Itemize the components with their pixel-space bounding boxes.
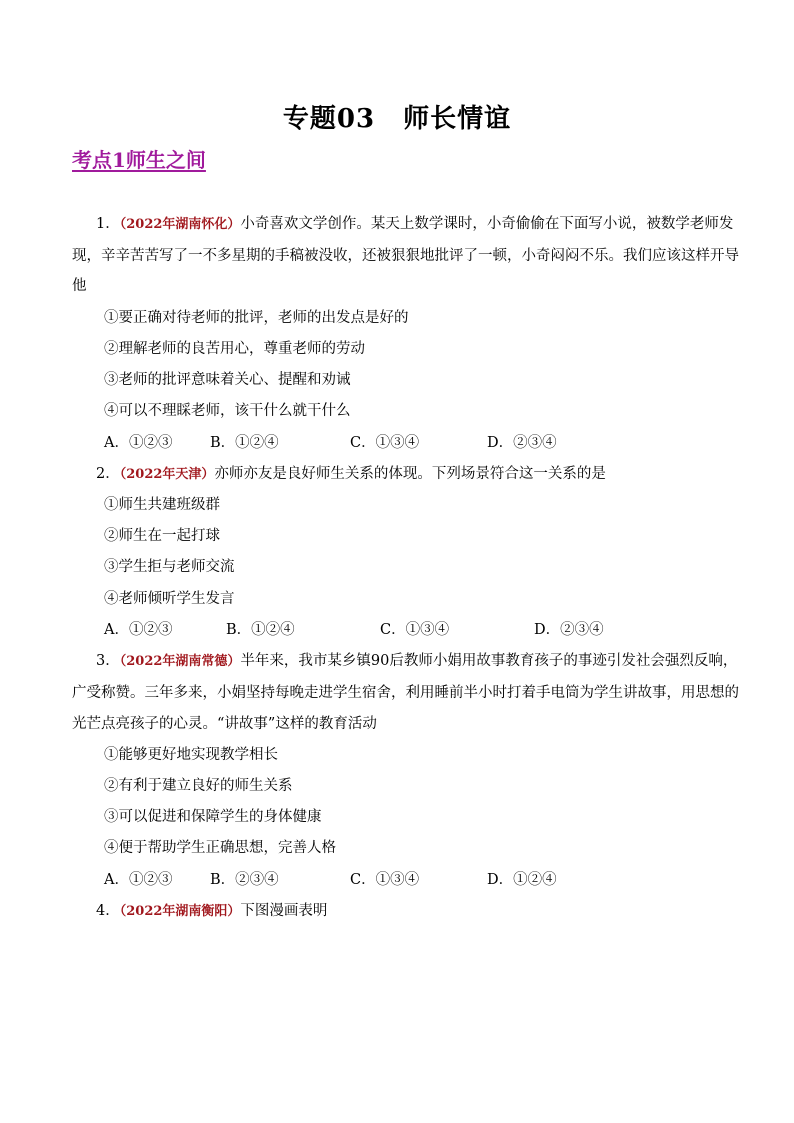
choice-b: B．①②④	[210, 435, 279, 451]
choice-b: B．②③④	[210, 872, 279, 888]
question-number: 3．	[96, 653, 120, 669]
option-item: ①要正确对待老师的批评，老师的出发点是好的	[104, 310, 409, 326]
question-number: 2．	[96, 466, 120, 482]
answer-choices	[104, 618, 704, 638]
question-stem: 亦师亦友是良好师生关系的体现。下列场景符合这一关系的是	[214, 466, 606, 482]
choice-d: D．②③④	[534, 622, 604, 638]
option-item: ④老师倾听学生发言	[104, 591, 235, 607]
question-3-line-1	[96, 649, 737, 670]
option-item: ③学生拒与老师交流	[104, 559, 235, 575]
question-source: （2022年湖南衡阳）	[119, 904, 241, 919]
title-main: 专题03	[282, 104, 376, 134]
question-stem: 下图漫画表明	[240, 903, 328, 919]
option-item: ①师生共建班级群	[104, 497, 220, 513]
question-1-line-3: 他	[72, 278, 87, 294]
option-item: ③老师的批评意味着关心、提醒和劝诫	[104, 372, 351, 388]
question-3-line-3: 光芒点亮孩子的心灵。“讲故事”这样的教育活动	[72, 716, 377, 732]
question-number: 4．	[96, 903, 120, 919]
option-item: ②有利于建立良好的师生关系	[104, 778, 293, 794]
option-item: ②理解老师的良苦用心，尊重老师的劳动	[104, 341, 365, 357]
option-item: ③可以促进和保障学生的身体健康	[104, 809, 322, 825]
question-source: （2022年天津）	[119, 467, 215, 482]
section-heading: 考点1师生之间	[72, 148, 206, 172]
question-2-line-1	[96, 462, 606, 483]
question-source: （2022年湖南怀化）	[119, 217, 241, 232]
question-number: 1．	[96, 216, 120, 232]
choice-a: A．①②③	[104, 622, 173, 638]
choice-b: B．①②④	[226, 622, 295, 638]
option-item: ②师生在一起打球	[104, 528, 220, 544]
choice-a: A．①②③	[104, 435, 173, 451]
question-4-line-1	[96, 899, 327, 920]
question-stem: 半年来，我市某乡镇90后教师小娟用故事教育孩子的事迹引发社会强烈反响，	[240, 653, 738, 669]
answer-choices	[104, 868, 704, 888]
title-sub: 师长情谊	[403, 104, 512, 134]
option-item: ④可以不理睬老师，该干什么就干什么	[104, 403, 351, 419]
answer-choices	[104, 431, 704, 451]
option-item: ④便于帮助学生正确思想，完善人格	[104, 840, 336, 856]
choice-c: C．①③④	[380, 622, 450, 638]
choice-c: C．①③④	[350, 872, 420, 888]
option-item: ①能够更好地实现教学相长	[104, 747, 278, 763]
question-1-line-2: 现，辛辛苦苦写了一不多星期的手稿被没收，还被狠狠地批评了一顿，小奇闷闷不乐。我们应该这样开导	[72, 248, 739, 264]
choice-a: A．①②③	[104, 872, 173, 888]
choice-d: D．①②④	[487, 872, 557, 888]
choice-d: D．②③④	[487, 435, 557, 451]
document-title	[0, 98, 794, 135]
question-stem: 小奇喜欢文学创作。某天上数学课时，小奇偷偷在下面写小说，被数学老师发	[240, 216, 734, 232]
choice-c: C．①③④	[350, 435, 420, 451]
question-3-line-2: 广受称赞。三年多来，小娟坚持每晚走进学生宿舍，利用睡前半小时打着手电筒为学生讲故事，用思想的	[72, 685, 739, 701]
question-source: （2022年湖南常德）	[119, 654, 241, 669]
question-1-line-1	[96, 212, 733, 233]
